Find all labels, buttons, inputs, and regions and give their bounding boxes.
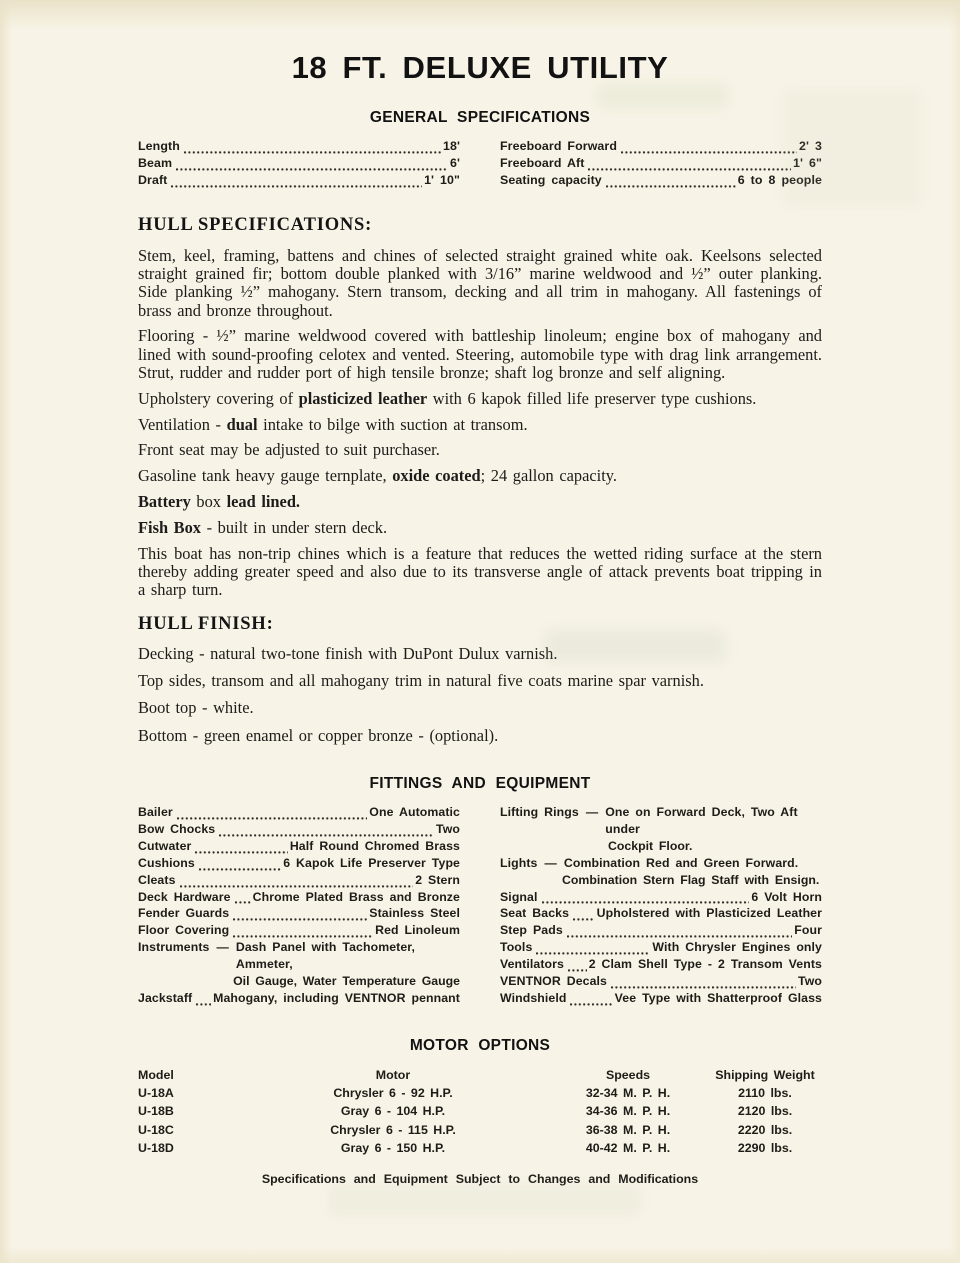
spec-line [138, 821, 460, 838]
dotted-leader [606, 183, 736, 188]
motor-cell: 2220 lbs. [737, 1122, 793, 1137]
spec-line [500, 956, 822, 973]
spec-label: Cleats [138, 872, 176, 887]
spec-row [138, 872, 460, 889]
motor-cell: U-18B [138, 1104, 174, 1119]
spec-row [138, 939, 460, 990]
motor-cell: 34-36 M. P. H. [585, 1104, 671, 1119]
spec-value-continued: Oil Gauge, Water Temperature Gauge [233, 974, 460, 989]
paragraph [138, 327, 822, 382]
spec-value: 2' 3 [799, 138, 822, 153]
spec-row [500, 889, 822, 906]
spec-value: Two [798, 974, 822, 989]
spec-value: With Chrysler Engines only [652, 940, 822, 955]
finish-line: Bottom - green enamel or copper bronze - (optional). [138, 725, 499, 745]
spec-label: Windshield [500, 990, 567, 1005]
text-run: This boat has non-trip chines which is a feature that reduces the wetted riding surface at the stern thereby adding greater speed and also due to its transverse angle of attack prevents boat tripping in a sharp turn. [138, 543, 822, 600]
spec-row [500, 855, 822, 889]
hull-specifications-body [138, 247, 822, 600]
spec-row [138, 922, 460, 939]
spec-value: Combination Red and Green Forward. [563, 855, 799, 870]
spec-line [500, 990, 822, 1007]
spec-value: 1' 10" [424, 173, 460, 188]
motor-cell: U-18A [138, 1086, 174, 1101]
spec-label: Draft [138, 173, 168, 188]
dash-separator: — [216, 940, 229, 955]
spec-label: Deck Hardware [138, 889, 231, 904]
spec-label: Signal [500, 889, 538, 904]
motor-cell: Gray 6 - 150 H.P. [340, 1140, 446, 1155]
dotted-leader [588, 166, 791, 171]
spec-value: Four [794, 923, 822, 938]
dotted-leader [196, 1001, 211, 1006]
dotted-leader [233, 916, 367, 921]
spec-label: Cutwater [138, 838, 192, 853]
fittings-columns [138, 804, 822, 1007]
motor-table-row [138, 1102, 822, 1120]
spec-line [500, 138, 822, 155]
spec-label: Fender Guards [138, 906, 230, 921]
spec-line [138, 889, 460, 906]
spec-row [138, 855, 460, 872]
spec-value: 6 Volt Horn [751, 889, 822, 904]
spec-label: Seating capacity [500, 173, 602, 188]
spec-value: 18' [442, 138, 460, 153]
spec-value: One on Forward Deck, Two Aft under [605, 805, 798, 836]
footer-note: Specifications and Equipment Subject to Changes and Modifications [261, 1171, 699, 1186]
spec-row [138, 804, 460, 821]
dotted-leader [611, 984, 796, 989]
spec-value: Vee Type with Shatterproof Glass [614, 990, 822, 1005]
column-header-shipping-weight: Shipping Weight [715, 1067, 815, 1082]
spec-value: Mahogany, including VENTNOR pennant [213, 990, 460, 1005]
spec-label: Lights [500, 855, 538, 870]
motor-cell: 32-34 M. P. H. [585, 1086, 671, 1101]
spec-value: 2 Clam Shell Type - 2 Transom Vents [588, 957, 822, 972]
spec-line [500, 889, 822, 906]
spec-row [500, 922, 822, 939]
bold-text: dual [226, 414, 258, 434]
dotted-leader [621, 149, 797, 154]
spec-line [138, 922, 460, 939]
dotted-leader [573, 916, 595, 921]
spec-line [138, 155, 460, 172]
column-header-speeds: Speeds [605, 1067, 651, 1082]
page-title: 18 FT. DELUXE UTILITY [291, 50, 669, 85]
spec-label: VENTNOR Decals [500, 974, 607, 989]
motor-table-body [138, 1084, 822, 1157]
spec-row [500, 905, 822, 922]
spec-value: Half Round Chromed Brass [289, 838, 460, 853]
dotted-leader [171, 183, 422, 188]
hull-finish-body [138, 645, 822, 745]
spec-value: Stainless Steel [369, 906, 460, 921]
bold-text: Fish Box [138, 517, 201, 537]
bold-text: lead lined. [226, 492, 301, 512]
dotted-leader [195, 849, 287, 854]
dotted-leader [233, 933, 373, 938]
spec-row [500, 804, 822, 855]
spec-row [500, 956, 822, 973]
spec-row [138, 155, 460, 172]
spec-row [138, 889, 460, 906]
spec-value: Red Linoleum [375, 923, 460, 938]
spec-line [500, 973, 822, 990]
text-run: Ventilation - [138, 414, 227, 434]
spec-row [138, 172, 460, 189]
spec-row [138, 821, 460, 838]
fittings-and-equipment-heading: FITTINGS AND EQUIPMENT [369, 774, 591, 792]
print-showthrough [330, 1186, 640, 1214]
text-run: Flooring - ½” marine weldwood covered with battleship linoleum; engine box of mahogany and lined with sound-proofing celotex and vented. Steering, automobile type with drag link arrangement. Strut, rudder and rudder port of high tensile bronze; shaft log bronze and self aligning. [138, 326, 822, 383]
motor-options-table [138, 1066, 822, 1157]
motor-table-row [138, 1084, 822, 1102]
dotted-leader [180, 883, 414, 888]
spec-value-continued: Cockpit Floor. [608, 838, 693, 853]
dotted-leader [235, 899, 251, 904]
spec-value: Dash Panel with Tachometer, Ammeter, [235, 940, 416, 972]
text-run: box [190, 492, 227, 512]
paragraph [138, 545, 822, 600]
motor-cell: 2110 lbs. [738, 1086, 792, 1101]
motor-cell: U-18C [138, 1122, 174, 1137]
dotted-leader [219, 832, 434, 837]
spec-line [138, 172, 460, 189]
spec-value: Two [436, 821, 460, 836]
spec-label: Seat Backs [500, 906, 570, 921]
motor-table-row [138, 1139, 822, 1157]
spec-line [138, 872, 460, 889]
spec-line [138, 905, 460, 922]
motor-cell: Gray 6 - 104 H.P. [340, 1104, 446, 1119]
spec-line [138, 939, 460, 973]
spec-line [138, 855, 460, 872]
spec-row [138, 138, 460, 155]
spec-line [138, 138, 460, 155]
bold-text: plasticized leather [298, 388, 428, 408]
paragraph [138, 519, 822, 537]
dotted-leader [199, 866, 281, 871]
paragraph [138, 416, 822, 434]
spec-label: Bailer [138, 805, 173, 819]
column-header-model: Model [138, 1067, 174, 1082]
spec-line [138, 838, 460, 855]
column-header-motor: Motor [375, 1067, 411, 1082]
dotted-leader [536, 950, 650, 955]
spec-line [500, 922, 822, 939]
motor-table-row [138, 1121, 822, 1139]
general-specifications-heading: GENERAL SPECIFICATIONS [369, 108, 591, 126]
spec-label: Beam [138, 155, 173, 170]
bold-text: Battery [138, 492, 191, 512]
spec-label: Step Pads [500, 923, 563, 938]
spec-label: Jackstaff [138, 990, 193, 1005]
paragraph [138, 390, 822, 408]
hull-specifications-heading: HULL SPECIFICATIONS: [138, 215, 373, 236]
paragraph [138, 467, 822, 485]
text-run: ; 24 gallon capacity. [480, 466, 617, 486]
spec-label: Cushions [138, 855, 195, 870]
spec-label: Freeboard Forward [500, 138, 618, 153]
dotted-leader [568, 967, 587, 972]
fittings-left-column [138, 804, 460, 1007]
dash-separator: — [585, 805, 599, 819]
fittings-right-column [500, 804, 822, 1007]
spec-line [500, 155, 822, 172]
spec-value: 6 Kapok Life Preserver Type [283, 855, 460, 870]
spec-row [500, 172, 822, 189]
dash-separator: — [544, 855, 557, 870]
motor-cell: Chrysler 6 - 92 H.P. [333, 1086, 453, 1101]
paragraph [138, 441, 822, 459]
paragraph [138, 247, 822, 320]
dotted-leader [177, 815, 368, 820]
spec-value: Chrome Plated Brass and Bronze [252, 889, 460, 904]
finish-line: Top sides, transom and all mahogany trim in natural five coats marine spar varnish. [138, 671, 704, 691]
spec-line [138, 804, 460, 821]
spec-line [500, 172, 822, 189]
spec-row [500, 138, 822, 155]
spec-value: 6 to 8 people [737, 173, 822, 188]
motor-table-header-row [138, 1066, 822, 1084]
spec-value: 6' [449, 155, 460, 170]
spec-label: Floor Covering [138, 923, 230, 938]
dotted-leader [184, 149, 441, 154]
spec-line [138, 990, 460, 1007]
spec-label: Freeboard Aft [500, 155, 585, 170]
text-run: intake to bilge with suction at transom. [257, 414, 528, 434]
spec-row [138, 990, 460, 1007]
text-run: Stem, keel, framing, battens and chines of selected straight grained white oak. Keelsons selected straight grained fir; bottom double planked with 3/16” marine weldwood and ½” outer planking. Side planking ½” mahogany. Stern transom, decking and all trim in mahogany. All fastenings of brass and bronze throughout. [138, 245, 822, 320]
finish-line: Decking - natural two-tone finish with DuPont Dulux varnish. [138, 643, 558, 663]
spec-value: 2 Stern [415, 872, 460, 887]
spec-line [500, 905, 822, 922]
text-run: - built in under stern deck. [200, 517, 388, 537]
general-specs-columns [138, 138, 822, 190]
text-run: Front seat may be adjusted to suit purchaser. [138, 440, 440, 460]
motor-cell: U-18D [138, 1140, 174, 1155]
finish-line: Boot top - white. [138, 698, 254, 718]
spec-label: Length [138, 138, 180, 153]
hull-finish-heading: HULL FINISH: [138, 613, 274, 634]
spec-row [500, 939, 822, 956]
spec-line [500, 804, 822, 838]
spec-label: Instruments [138, 940, 210, 955]
motor-options-heading: MOTOR OPTIONS [409, 1036, 551, 1054]
spec-row [500, 155, 822, 172]
spec-row [138, 905, 460, 922]
spec-row [138, 838, 460, 855]
print-showthrough [598, 84, 728, 108]
spec-label: Lifting Rings [500, 805, 579, 819]
dotted-leader [567, 933, 793, 938]
bold-text: oxide coated [392, 466, 481, 486]
general-specs-right-column [500, 138, 822, 190]
spec-value-continued: Combination Stern Flag Staff with Ensign. [562, 872, 820, 887]
spec-value: Upholstered with Plasticized Leather [596, 906, 822, 921]
spec-line [500, 939, 822, 956]
motor-cell: 2120 lbs. [737, 1104, 793, 1119]
spec-value: 1' 6" [793, 155, 822, 170]
spec-value: One Automatic [369, 805, 460, 819]
text-run: with 6 kapok filled life preserver type cushions. [427, 388, 757, 408]
spec-label: Bow Chocks [138, 821, 216, 836]
dotted-leader [176, 166, 448, 171]
dotted-leader [570, 1001, 612, 1006]
motor-cell: 36-38 M. P. H. [585, 1122, 671, 1137]
spec-line [500, 855, 822, 872]
motor-cell: Chrysler 6 - 115 H.P. [330, 1122, 456, 1137]
paragraph [138, 493, 822, 511]
text-run: Upholstery covering of [138, 388, 299, 408]
general-specs-left-column [138, 138, 460, 190]
spec-row [500, 973, 822, 990]
spec-label: Tools [500, 940, 533, 955]
spec-label: Ventilators [500, 957, 564, 972]
spec-row [500, 990, 822, 1007]
dotted-leader [542, 899, 750, 904]
motor-cell: 40-42 M. P. H. [585, 1140, 671, 1155]
motor-cell: 2290 lbs. [737, 1140, 793, 1155]
text-run: Gasoline tank heavy gauge ternplate, [138, 466, 393, 486]
